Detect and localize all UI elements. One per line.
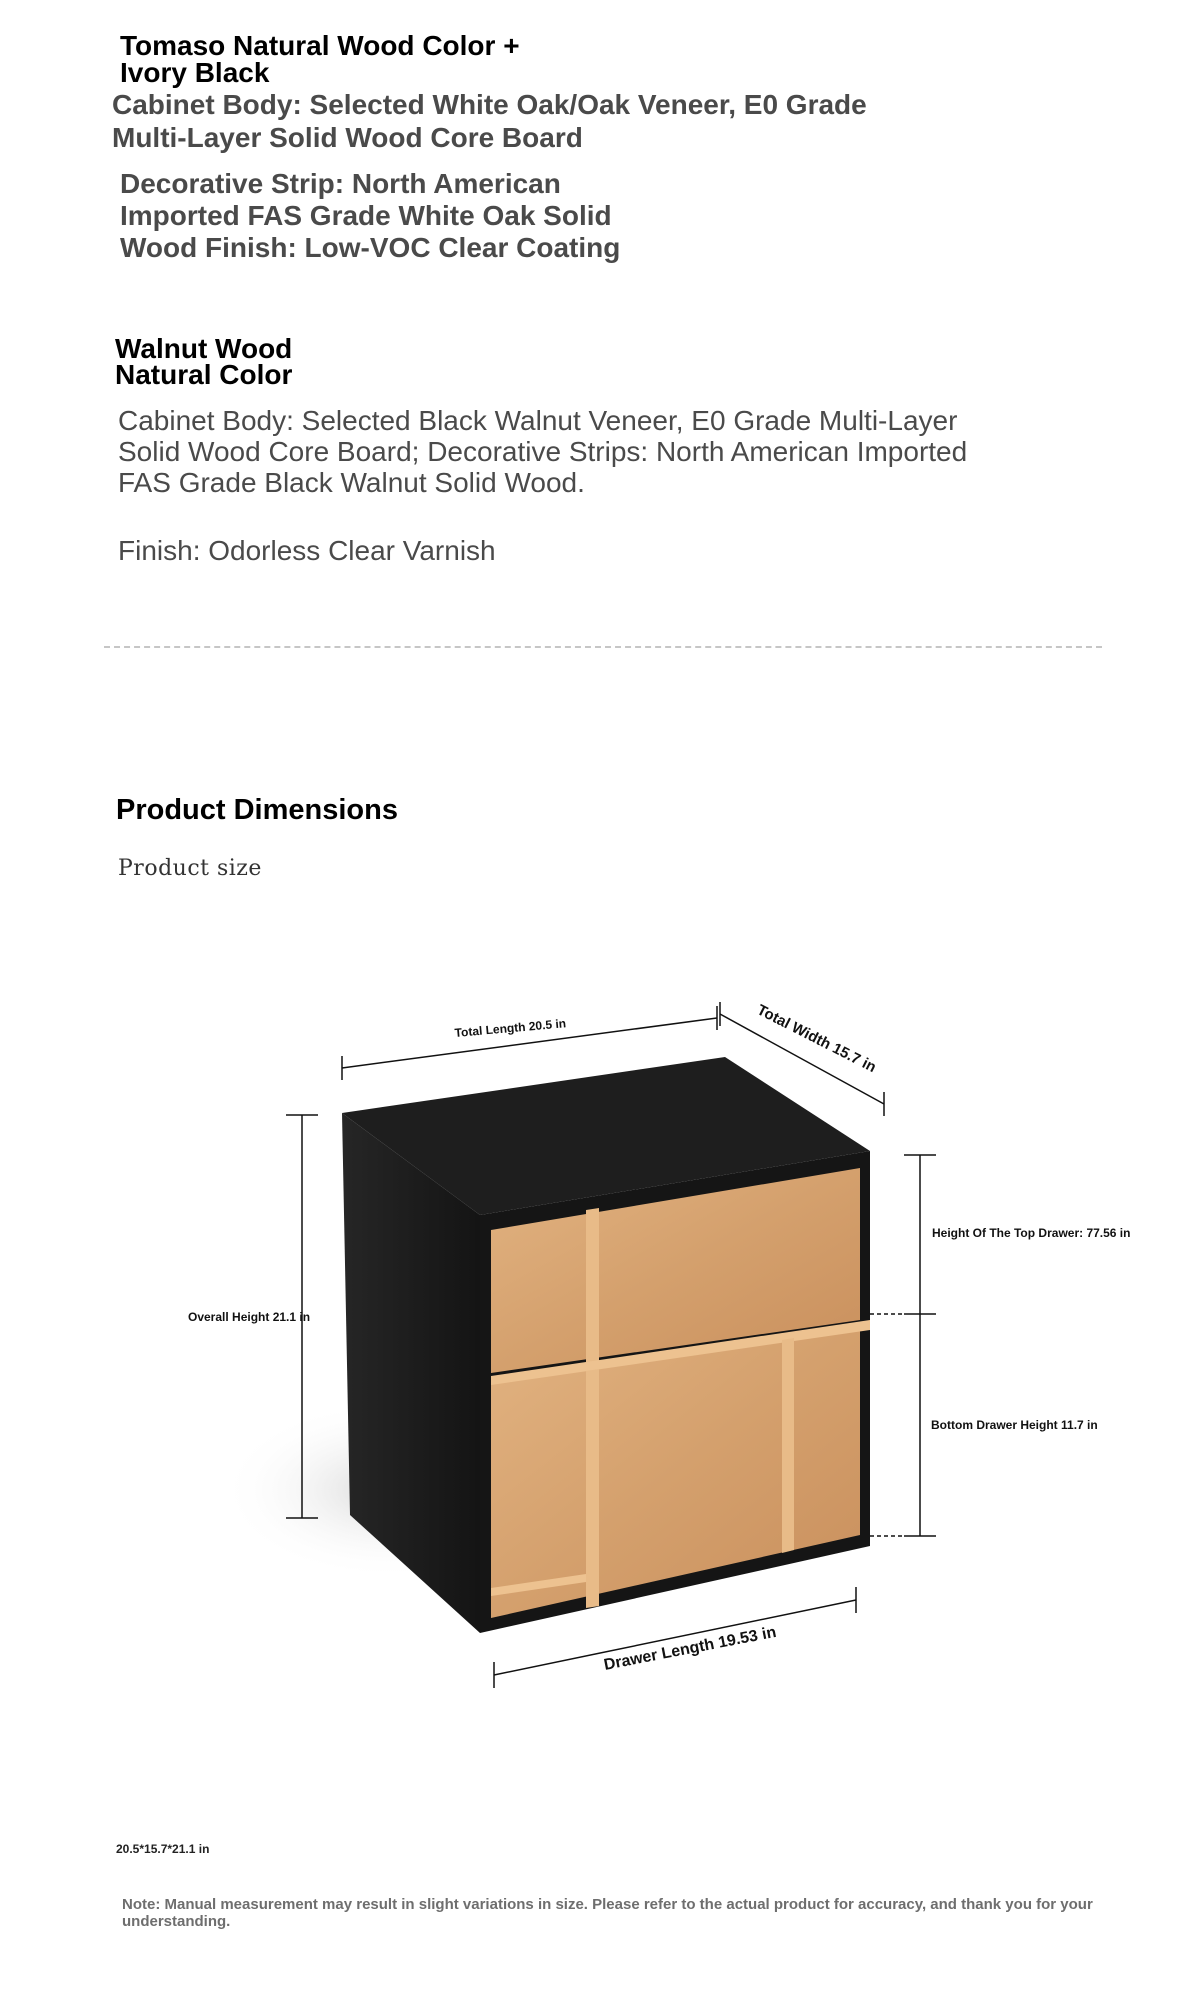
overall-height-label: Overall Height 21.1 in [188, 1310, 311, 1324]
variant-1-title: Tomaso Natural Wood Color + Ivory Black [120, 30, 520, 88]
bottom-drawer-height-label: Bottom Drawer Height 11.7 in [931, 1418, 1098, 1432]
dimensions-subtitle: Product size [118, 856, 262, 881]
total-width-label: Total Width 15.7 in [754, 1001, 879, 1077]
variant-2-body: Cabinet Body: Selected Black Walnut Veneer, E0 Grade Multi-Layer Solid Wood Core Board; Decorative Strips: North American Imported FAS Grade Black Walnut Solid Wood. [118, 405, 968, 498]
decorative-strip [586, 1369, 599, 1608]
variant-1-body: Cabinet Body: Selected White Oak/Oak Veneer, E0 Grade Multi-Layer Solid Wood Core Board [112, 89, 867, 153]
nightstand-dimension-diagram [180, 990, 1140, 1730]
variant-2-finish: Finish: Odorless Clear Varnish [118, 535, 496, 566]
decorative-strip [586, 1208, 599, 1380]
size-code: 20.5*15.7*21.1 in [116, 1842, 210, 1856]
drawer-length-label: Drawer Length 19.53 in [602, 1623, 778, 1674]
section-divider [104, 646, 1102, 648]
variant-2-title: Walnut Wood Natural Color [115, 333, 293, 390]
top-drawer-height-label: Height Of The Top Drawer: 77.56 in [932, 1226, 1131, 1240]
variant-1-strip-finish: Decorative Strip: North American Imported FAS Grade White Oak Solid Wood Finish: Low-VOC Clear Coating [120, 168, 621, 263]
dimensions-title: Product Dimensions [116, 794, 398, 826]
cabinet-illustration [342, 1057, 870, 1633]
measurement-note: Note: Manual measurement may result in slight variations in size. Please refer to the actual product for accuracy, and thank you for your understanding. [122, 1896, 1093, 1930]
total-length-label: Total Length 20.5 in [454, 1016, 567, 1040]
decorative-strip [782, 1338, 794, 1553]
